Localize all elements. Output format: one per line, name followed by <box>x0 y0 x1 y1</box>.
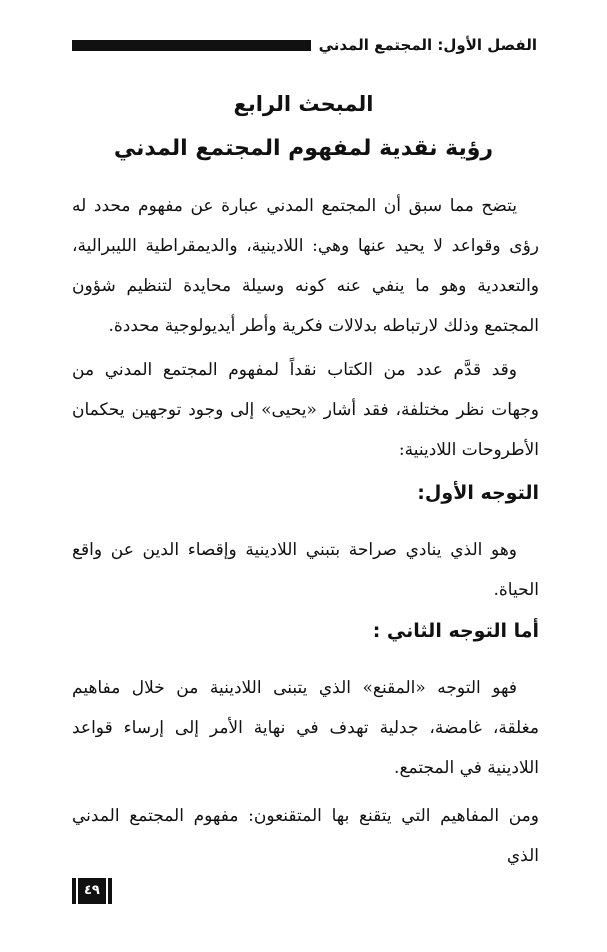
page-number-box <box>72 878 112 904</box>
paragraph-5: ومن المفاهيم التي يتقنع بها المتقنعون: مفهوم المجتمع المدني الذي <box>72 806 539 866</box>
running-head-title: الفصل الأول: المجتمع المدني <box>318 36 537 54</box>
section-number: المبحث الرابع <box>233 92 374 116</box>
running-head <box>72 30 537 60</box>
section-title: رؤية نقدية لمفهوم المجتمع المدني <box>113 136 494 161</box>
page-number-left-bar <box>72 878 76 904</box>
paragraph-2: وقد قدَّم عدد من الكتاب نقداً لمفهوم المجتمع المدني من وجهات نظر مختلفة، فقد أشار «يحيى» إلى وجود توجهين يحكمان الأطروحات اللادينية: <box>72 360 539 460</box>
running-head-rule <box>72 40 311 51</box>
paragraph-3: وهو الذي ينادي صراحة بتبني اللادينية وإقصاء الدين عن واقع الحياة. <box>72 540 539 600</box>
page-number-right-bar <box>108 878 112 904</box>
paragraph-4: فهو التوجه «المقنع» الذي يتبنى اللادينية من خلال مفاهيم مغلقة، غامضة، جدلية تهدف في نهاية الأمر إلى إرساء قواعد اللادينية في المجتمع. <box>72 678 539 778</box>
subhead-second-trend: أما التوجه الثاني : <box>372 620 539 642</box>
paragraph-1: يتضح مما سبق أن المجتمع المدني عبارة عن مفهوم محدد له رؤى وقواعد لا يحيد عنها وهي: اللادينية، والديمقراطية الليبرالية، والتعددية وهو ما ينفي عنه كونه وسيلة محايدة لتنظيم شؤون المجتمع وذلك لارتباطه بدلالات فكرية وأطر أيديولوجية محددة. <box>72 196 539 336</box>
page-number: ٤٩ <box>78 878 106 904</box>
subhead-first-trend: التوجه الأول: <box>417 482 539 504</box>
